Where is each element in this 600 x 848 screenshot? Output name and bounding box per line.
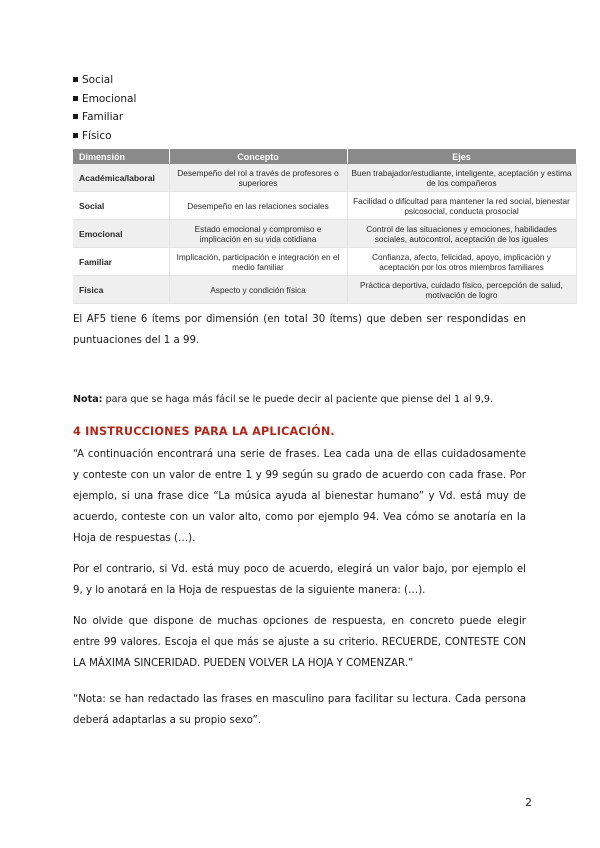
cell-concepto: Estado emocional y compromiso e implicación en su vida cotidiana [169, 220, 347, 248]
cell-dimension: Emocional [73, 220, 169, 248]
nota-label: Nota: [73, 394, 103, 405]
square-bullet-icon [73, 96, 78, 101]
section-heading: 4 INSTRUCCIONES PARA LA APLICACIÓN. [73, 425, 335, 438]
bullet-label: Social [82, 74, 114, 86]
dimension-bullet-list [73, 71, 136, 145]
bullet-item [73, 90, 136, 109]
af5-description: El AF5 tiene 6 ítems por dimensión (en total 30 ítems) que deben ser respondidas en puntuaciones del 1 a 99. [73, 314, 526, 346]
bullet-label: Emocional [82, 92, 137, 105]
column-header-dimension: Dimensión [73, 149, 169, 164]
bullet-label: Familiar [82, 111, 124, 123]
table-row [73, 276, 576, 304]
instructions-paragraph-1: “A continuación encontrará una serie de frases. Lea cada una de ellas cuidadosamente y conteste con un valor de entre 1 y 99 según su grado de acuerdo con cada frase. Por ejemplo, si una frase dice “La música ayuda al bienestar humano” y Vd. está muy de acuerdo, conteste con un valor alto, como por ejemplo 94. Vea cómo se anotaría en la Hoja de respuestas (…). [73, 449, 526, 544]
cell-concepto: Implicación, participación e integración en el medio familiar [169, 248, 347, 276]
cell-ejes: Buen trabajador/estudiante, inteligente, aceptación y estima de los compañeros [347, 164, 576, 192]
cell-ejes: Confianza, afecto, felicidad, apoyo, implicación y aceptación por los otros miembros familiares [347, 248, 576, 276]
table-header-row [73, 149, 576, 164]
cell-ejes: Práctica deportiva, cuidado físico, percepción de salud, motivación de logro [347, 276, 576, 304]
table-row [73, 164, 576, 192]
instructions-paragraph-2: Por el contrario, si Vd. está muy poco de acuerdo, elegirá un valor bajo, por ejemplo el 9, y lo anotará en la Hoja de respuestas de la siguiente manera: (…). [73, 564, 526, 596]
bullet-label: Físico [82, 129, 112, 142]
dimensions-table [73, 149, 577, 304]
bullet-item [73, 108, 136, 127]
bullet-item [73, 71, 136, 90]
square-bullet-icon [73, 77, 78, 82]
cell-dimension: Familiar [73, 248, 169, 276]
cell-dimension: Social [73, 192, 169, 220]
cell-ejes: Facilidad o dificultad para mantener la red social, bienestar psicosocial, conducta prosocial [347, 192, 576, 220]
nota-paragraph [73, 389, 526, 410]
cell-concepto: Aspecto y condición física [169, 276, 347, 304]
cell-dimension: Académica/laboral [73, 164, 169, 192]
table-row [73, 220, 576, 248]
cell-concepto: Desempeño en las relaciones sociales [169, 192, 347, 220]
column-header-ejes: Ejes [347, 149, 576, 164]
table-row [73, 248, 576, 276]
column-header-concepto: Concepto [169, 149, 347, 164]
table-row [73, 192, 576, 220]
instructions-paragraph-3: No olvide que dispone de muchas opciones de respuesta, en concreto puede elegir entre 99 valores. Escoja el que más se ajuste a su criterio. RECUERDE, CONTESTE CON LA MÁXIMA SINCERIDAD. PUEDEN VOLVER LA HOJA Y COMENZAR.” [73, 616, 526, 669]
cell-ejes: Control de las situaciones y emociones, habilidades sociales, autocontrol, aceptación de los iguales [347, 220, 576, 248]
square-bullet-icon [73, 114, 78, 119]
cell-concepto: Desempeño del rol a través de profesores o superiores [169, 164, 347, 192]
gender-note-paragraph: “Nota: se han redactado las frases en masculino para facilitar su lectura. Cada persona deberá adaptarlas a su propio sexo”. [73, 694, 526, 726]
bullet-item [73, 127, 136, 146]
square-bullet-icon [73, 133, 78, 138]
cell-dimension: Física [73, 276, 169, 304]
page-number: 2 [525, 796, 532, 809]
nota-text: para que se haga más fácil se le puede decir al paciente que piense del 1 al 9,9. [102, 394, 494, 405]
